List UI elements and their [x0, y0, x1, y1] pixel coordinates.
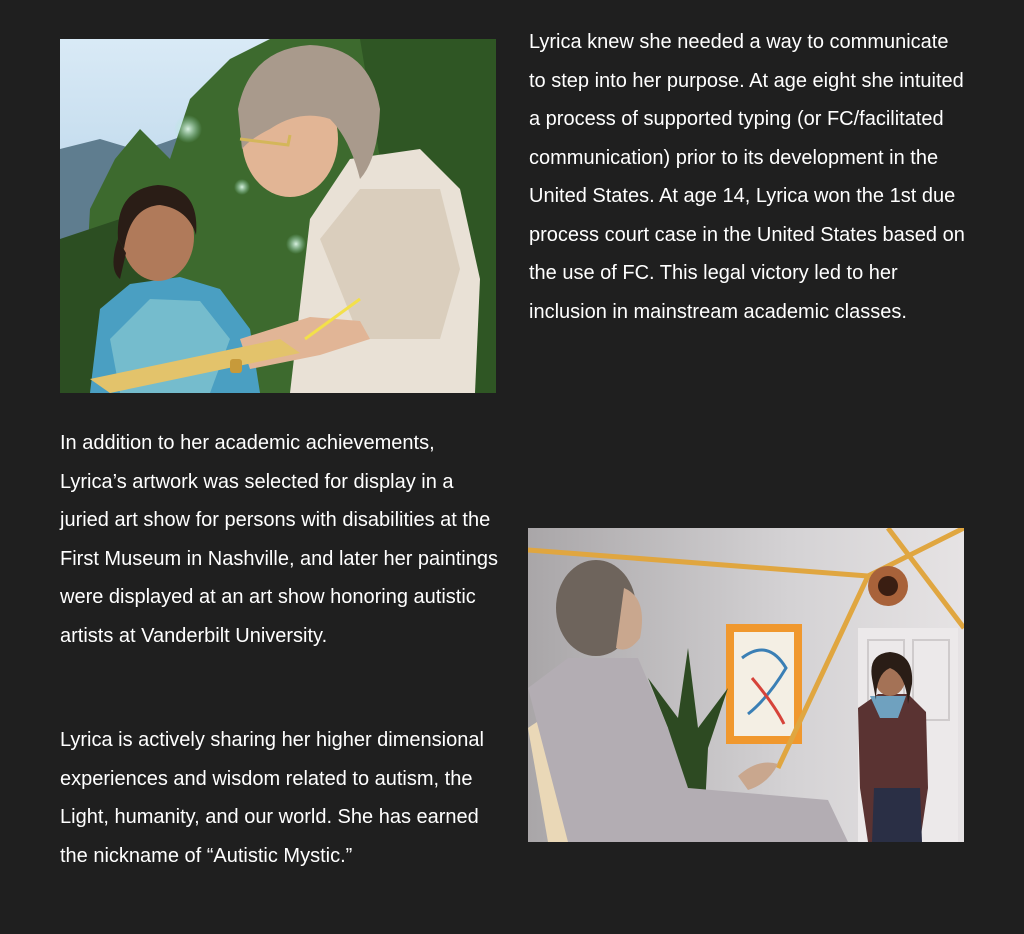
intro-paragraph: Lyrica knew she needed a way to communicate to step into her purpose. At age eight she intuited a process of supported typing (or FC/facilitated communication) prior to its development in the United States. At age 14, Lyrica won the 1st due process court case in the United States based on the use of FC. This legal victory led to her inclusion in mainstream academic classes.	[529, 31, 965, 323]
photo-pyramid-room	[528, 528, 964, 842]
mystic-paragraph: Lyrica is actively sharing her higher dimensional experiences and wisdom related to autism, the Light, humanity, and our world. She has earned the nickname of “Autistic Mystic.”	[60, 729, 484, 867]
artwork-paragraph: In addition to her academic achievements, Lyrica’s artwork was selected for display in a juried art show for persons with disabilities at the First Museum in Nashville, and later her paintings were displayed at an art show honoring autistic artists at Vanderbilt University.	[60, 432, 498, 647]
photo-letter-board-outdoors	[60, 39, 496, 393]
